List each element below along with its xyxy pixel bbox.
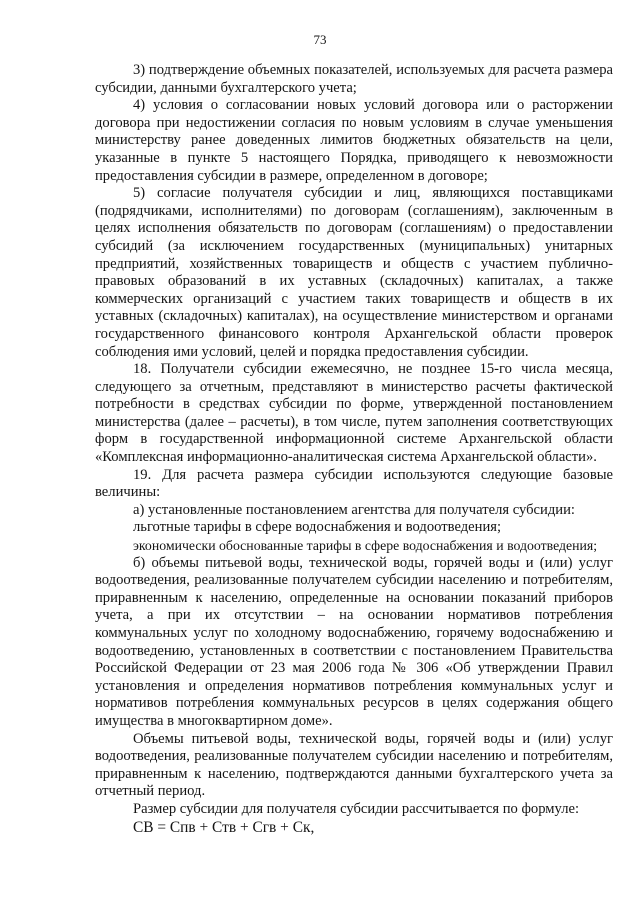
page-number: 73 — [313, 32, 327, 47]
paragraph-item-3: 3) подтверждение объемных показателей, используемых для расчета размера субсидии, данными бухгалтерского учета; — [95, 62, 613, 96]
paragraph-19-b: б) объемы питьевой воды, технической воды, горячей воды и (или) услуг водоотведения, реализованные получателем субсидии населению и потребителям, приравненным к населению, определенные на основании показаний приборов учета, а при их отсутствии – на основании нормативов потребления коммунальных услуг по холодному водоснабжению, горячему водоснабжению и водоотведению, установленных в соответствии с постановлением Правительства Российской Федерации от 23 мая 2006 года № 306 «Об утверждении Правил установления и определения нормативов потребления коммунальных услуг и нормативов потребления коммунальных ресурсов в целях содержания общего имущества в многоквартирном доме». — [95, 554, 613, 729]
document-body — [95, 62, 613, 836]
paragraph-item-4: 4) условия о согласовании новых условий договора или о расторжении договора при недостижении согласия по новым условиям в случае уменьшения министерству ранее доведенных лимитов бюджетных обязательств на цели, указанные в пункте 5 настоящего Порядка, приводящего к невозможности предоставления субсидии в размере, определенном в договоре; — [95, 97, 613, 184]
paragraph-item-5: 5) согласие получателя субсидии и лиц, являющихся поставщиками (подрядчиками, исполнителями) по договорам (соглашениям), заключенным в целях исполнения обязательств по договорам (соглашениям) о предоставлении субсидий (за исключением государственных (муниципальных) унитарных предприятий, хозяйственных товариществ и обществ с участием публично-правовых образований в их уставных (складочных) капиталах, а также коммерческих организаций с участием таких товариществ и обществ в их уставных (складочных) капиталах), на осуществление министерством и органами государственного финансового контроля Архангельской области проверок соблюдения ими условий, целей и порядка предоставления субсидии. — [95, 185, 613, 360]
paragraph-formula-intro: Размер субсидии для получателя субсидии рассчитывается по формуле: — [133, 800, 580, 817]
paragraph-19: 19. Для расчета размера субсидии используются следующие базовые величины: — [95, 466, 613, 501]
paragraph-volumes-confirmation: Объемы питьевой воды, технической воды, горячей воды и (или) услуг водоотведения, реализованные получателем субсидии населению и потребителям, приравненным к населению, подтверждаются данными бухгалтерского учета за отчетный период. — [95, 730, 613, 800]
paragraph-economic-tariffs: экономически обоснованные тарифы в сфере водоснабжения и водоотведения; — [133, 538, 598, 554]
paragraph-19-a: а) установленные постановлением агентства для получателя субсидии: — [133, 501, 575, 518]
paragraph-preferential-tariffs: льготные тарифы в сфере водоснабжения и водоотведения; — [133, 519, 502, 536]
subsidy-formula: СВ = Спв + Ств + Сгв + Ск, — [133, 818, 315, 836]
paragraph-18: 18. Получатели субсидии ежемесячно, не позднее 15-го числа месяца, следующего за отчетным, представляют в министерство расчеты фактической потребности в средствах субсидии по форме, утвержденной постановлением министерства (далее – расчеты), в том числе, путем заполнения соответствующих форм в государственной информационной системе Архангельской области «Комплексная информационно-аналитическая система Архангельской области». — [95, 361, 613, 466]
